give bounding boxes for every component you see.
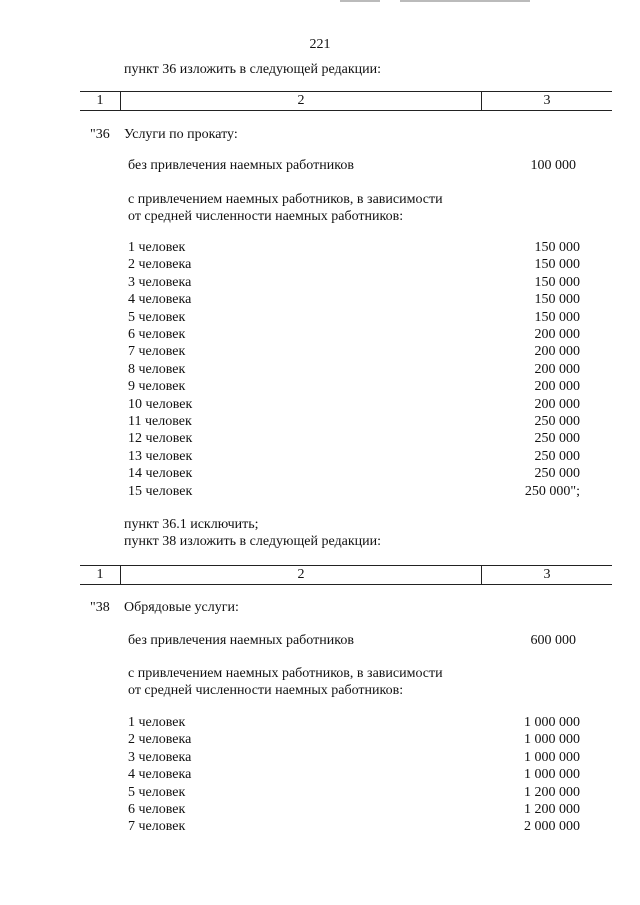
section36-intro: пункт 36 изложить в следующей редакции: (124, 62, 381, 77)
headcount-label: 13 человек (128, 448, 193, 464)
section38-intro: пункт 38 изложить в следующей редакции: (124, 534, 381, 549)
section36-number: "36 (90, 127, 110, 142)
header-col-2: 2 (120, 566, 482, 584)
headcount-value: 1 000 000 (524, 767, 580, 783)
headcount-label: 9 человек (128, 379, 186, 395)
headcount-label: 15 человек (128, 483, 193, 499)
headcount-label: 7 человек (128, 344, 186, 360)
section36-no-workers-label: без привлечения наемных работников (128, 158, 354, 173)
headcount-label: 12 человек (128, 431, 193, 447)
headcount-row (128, 378, 580, 395)
headcount-row (128, 256, 580, 273)
headcount-label: 5 человек (128, 784, 186, 800)
headcount-label: 14 человек (128, 466, 193, 482)
headcount-value: 200 000 (534, 327, 580, 342)
headcount-value: 1 000 000 (524, 749, 580, 765)
headcount-row (128, 801, 580, 818)
headcount-value: 150 000 (534, 292, 580, 308)
headcount-value: 250 000 (534, 414, 580, 429)
header-col-3: 3 (543, 567, 551, 582)
headcount-value: 1 200 000 (524, 802, 580, 817)
table-header-38 (80, 565, 612, 585)
headcount-row (128, 714, 580, 731)
headcount-row (128, 396, 580, 413)
scan-artifact (400, 0, 530, 2)
section36-no-workers-value: 100 000 (530, 158, 576, 173)
headcount-row (128, 291, 580, 308)
headcount-value: 150 000 (534, 309, 580, 325)
headcount-row (128, 326, 580, 343)
headcount-label: 2 человека (128, 732, 192, 748)
headcount-value: 1 000 000 (524, 732, 580, 748)
headcount-row (128, 784, 580, 801)
section38-with-workers-line2: от средней численности наемных работников: (128, 683, 404, 698)
page-number: 221 (309, 37, 331, 52)
headcount-row (128, 239, 580, 256)
headcount-value: 2 000 000 (524, 819, 580, 835)
headcount-label: 6 человек (128, 327, 186, 342)
scan-artifact (340, 0, 380, 2)
header-col-3: 3 (543, 93, 551, 108)
headcount-value: 200 000 (534, 344, 580, 360)
headcount-label: 3 человека (128, 749, 192, 765)
headcount-label: 2 человека (128, 257, 192, 273)
headcount-label: 6 человек (128, 802, 186, 817)
headcount-value: 150 000 (534, 240, 580, 255)
headcount-row (128, 448, 580, 465)
section38-with-workers-line1: с привлечением наемных работников, в зависимости (128, 666, 443, 681)
headcount-row (128, 483, 580, 500)
headcount-value: 200 000 (534, 361, 580, 377)
headcount-value: 250 000 (534, 448, 580, 464)
headcount-row (128, 430, 580, 447)
section36-title: Услуги по прокату: (124, 127, 238, 142)
instruction-36-1: пункт 36.1 исключить; (124, 517, 259, 532)
headcount-value: 1 200 000 (524, 784, 580, 800)
headcount-row (128, 766, 580, 783)
headcount-value: 200 000 (534, 379, 580, 395)
headcount-label: 3 человека (128, 274, 192, 290)
headcount-row (128, 309, 580, 326)
headcount-value: 150 000 (534, 274, 580, 290)
table-header-36 (80, 91, 612, 111)
headcount-label: 1 человек (128, 715, 186, 730)
headcount-row (128, 361, 580, 378)
section36-with-workers-line1: с привлечением наемных работников, в зависимости (128, 192, 443, 207)
header-col-1: 1 (96, 93, 104, 108)
headcount-row (128, 731, 580, 748)
section38-number: "38 (90, 600, 110, 615)
headcount-value: 250 000 (534, 431, 580, 447)
headcount-row (128, 413, 580, 430)
section38-title: Обрядовые услуги: (124, 600, 239, 615)
headcount-row (128, 749, 580, 766)
headcount-label: 10 человек (128, 396, 193, 412)
headcount-value: 150 000 (534, 257, 580, 273)
headcount-label: 5 человек (128, 309, 186, 325)
headcount-value: 250 000 (534, 466, 580, 482)
headcount-row (128, 343, 580, 360)
headcount-row (128, 465, 580, 482)
headcount-label: 11 человек (128, 414, 192, 429)
section38-no-workers-label: без привлечения наемных работников (128, 633, 354, 648)
headcount-value: 250 000"; (524, 483, 580, 499)
header-col-1: 1 (96, 567, 104, 582)
headcount-row (128, 818, 580, 835)
section38-no-workers-value: 600 000 (530, 633, 576, 648)
headcount-label: 1 человек (128, 240, 186, 255)
headcount-label: 8 человек (128, 361, 186, 377)
headcount-value: 200 000 (534, 396, 580, 412)
section36-with-workers-line2: от средней численности наемных работников: (128, 209, 404, 224)
headcount-label: 4 человека (128, 767, 192, 783)
headcount-row (128, 274, 580, 291)
headcount-value: 1 000 000 (524, 715, 580, 730)
headcount-label: 4 человека (128, 292, 192, 308)
header-col-2: 2 (120, 92, 482, 110)
headcount-label: 7 человек (128, 819, 186, 835)
